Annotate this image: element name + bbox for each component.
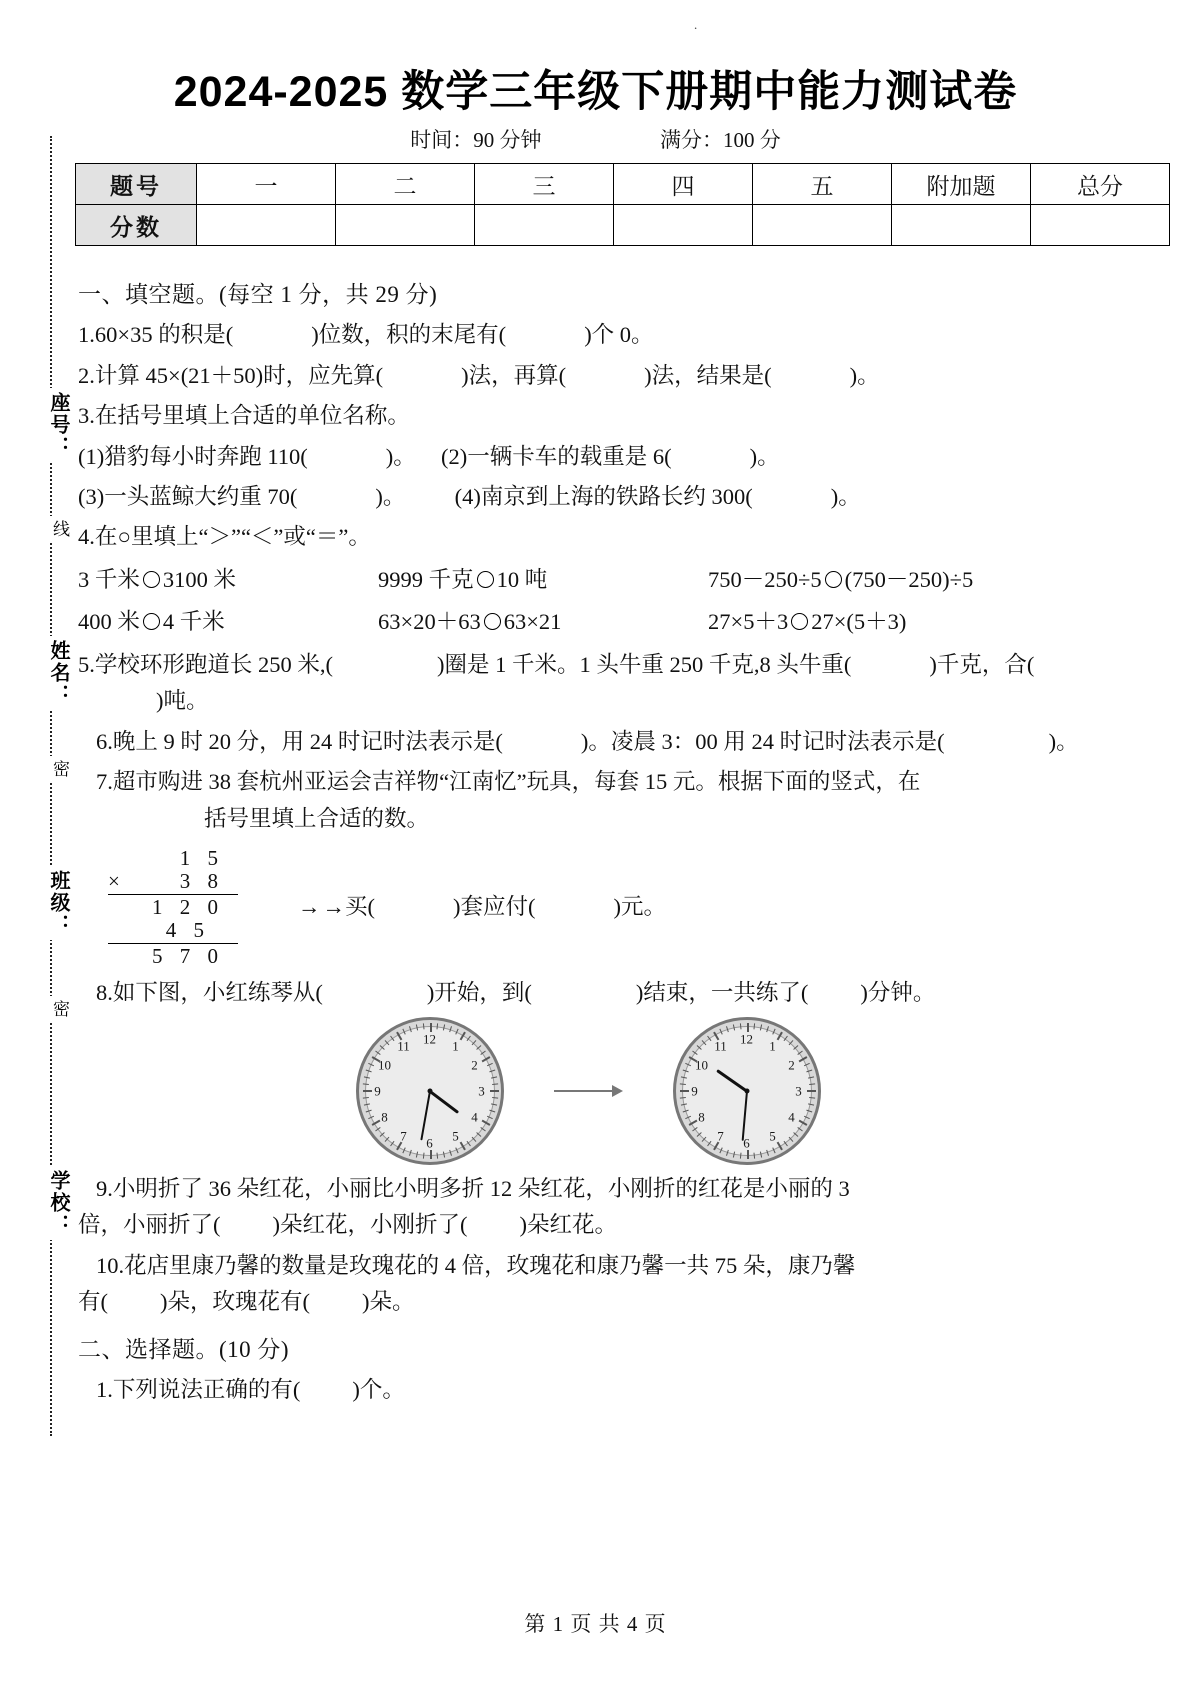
question-4: 4.在○里填上“＞”“＜”或“＝”。 [78,524,371,550]
score-cell-3[interactable] [475,205,614,246]
compare-circle[interactable] [143,571,160,588]
clock-numeral: 12 [740,1031,753,1047]
page-title: 2024-2025 数学三年级下册期中能力测试卷 [173,68,1018,116]
question-3-3-and-4 [78,479,1098,515]
comparison-right: 3100 米 [162,566,237,592]
question-3-3-text: (3)一头蓝鲸大约重 70( [78,484,298,509]
clock-numeral: 9 [374,1083,381,1099]
question-6-text-a: 6.晚上 9 时 20 分，用 24 时记时法表示是( [96,728,503,754]
seal-dashed-line [50,136,52,1436]
clock-tick [753,1023,755,1029]
comparison-right: 63×21 [503,609,562,635]
question-5-text-d: )吨。 [156,688,209,714]
question-7-line-1: 7.超市购进 38 套杭州亚运会吉祥物“江南忆”玩具，每套 15 元。根据下面的竖式，在 [96,769,921,795]
clock-numeral: 1 [452,1038,459,1054]
clock-numeral: 4 [471,1109,478,1125]
clock-numeral: 11 [714,1038,727,1054]
question-3-1-text: (1)猎豹每小时奔跑 110( [78,443,308,469]
exam-content [78,270,1098,1412]
question-6 [78,724,1098,760]
clock-numeral: 2 [471,1057,478,1073]
question-9 [78,1171,1098,1244]
question-1-text-b: )位数，积的末尾有( [311,322,507,348]
score-cell-2[interactable] [336,205,475,246]
clock-stage [78,1017,1098,1165]
arrow-between-clocks-icon [554,1085,623,1097]
comparison-left: 27×5＋3 [708,609,789,635]
question-2-text-a: 2.计算 45×(21＋50)时，应先算( [78,362,384,388]
question-5-text-b: )圈是 1 千米。1 头牛重 250 千克,8 头牛重( [437,651,852,677]
score-cell-extra[interactable] [892,205,1031,246]
clock-numeral: 5 [769,1128,776,1144]
clock-numeral: 3 [478,1083,485,1099]
question-10-line-1: 10.花店里康乃馨的数量是玫瑰花的 4 倍，玫瑰花和康乃馨一共 75 朵，康乃馨 [96,1252,856,1278]
question-9-text-b: 倍，小丽折了( [78,1212,221,1238]
comparison-left: 9999 千克 [378,566,474,592]
question-8-text-a: 8.如下图，小红练琴从( [96,979,323,1005]
score-table [75,163,1170,246]
time-label: 时间：90 分钟 [410,128,542,152]
clock-numeral: 8 [698,1109,705,1125]
clock-center-pin [744,1088,749,1093]
question-6-text-b: )。凌晨 3：00 用 24 时记时法表示是( [580,728,945,754]
question-9-text-c: )朵红花，小刚折了( [272,1212,468,1238]
comparison-item-3 [708,562,1098,598]
comparison-item-6 [708,604,1098,640]
comparison-left: 400 米 [78,609,140,635]
row-header-question-number: 题号 [76,164,197,205]
question-10-text-b: 有( [78,1289,108,1315]
question-9-text-d: )朵红花。 [519,1212,617,1238]
vmul-operator-row [108,870,238,894]
seal-label-bottom: 密 [32,996,68,1022]
question-3-1-end: )。 [385,443,416,469]
compare-circle[interactable] [143,613,160,630]
question-2-text-d: )。 [849,362,880,388]
question-7 [78,764,1098,837]
clock-tick [422,1153,424,1159]
question-3-4-text: (4)南京到上海的铁路长约 300( [454,484,753,509]
clock-tick [739,1153,741,1159]
clock-numeral: 9 [691,1083,698,1099]
clock-start-time [356,1017,504,1165]
clock-tick [490,1090,499,1092]
vertical-multiplication-block [78,847,1098,969]
clock-numeral: 5 [452,1128,459,1144]
clock-numeral: 3 [795,1083,802,1099]
compare-circle[interactable] [791,613,808,630]
class-label: 班级： [32,866,68,940]
question-10-line-2 [78,1284,1098,1320]
comparison-left: 750－250÷5 [708,566,822,592]
comparison-right: 4 千米 [162,609,225,635]
arrow-right-icon: → [298,893,321,919]
page-footer: 第 1 页 共 4 页 [524,1612,667,1636]
question-10-text-d: )朵。 [362,1289,415,1315]
question-3-3-end: )。 [375,484,406,509]
comparison-right: 10 吨 [496,566,548,592]
clock-numeral: 8 [381,1109,388,1125]
question-2-text-b: )法，再算( [461,362,567,388]
section-two-q1-text-a: 1.下列说法正确的有( [96,1376,301,1402]
section-one-heading: 一、填空题。(每空 1 分，共 29 分) [78,282,438,307]
question-8-text-d: )分钟。 [860,979,936,1005]
clock-numeral: 2 [788,1057,795,1073]
question-2-text-c: )法，结果是( [644,362,772,388]
clock-illustration [78,1017,1098,1167]
score-cell-1[interactable] [197,205,336,246]
compare-circle[interactable] [484,613,501,630]
clock-center-pin [427,1088,432,1093]
vmul-partial-product-2: 4 5 [165,918,210,943]
question-3-2-end: )。 [749,443,780,469]
comparison-row-2 [78,604,1098,640]
score-cell-4[interactable] [614,205,753,246]
clock-numeral: 10 [377,1057,391,1073]
score-table-score-row [76,205,1170,246]
clock-numeral: 11 [397,1038,410,1054]
row-header-score: 分数 [76,205,197,246]
comparison-left: 63×20＋63 [378,609,481,635]
col-4: 四 [614,164,753,205]
col-5: 五 [753,164,892,205]
section-two-heading: 二、选择题。(10 分) [78,1336,290,1362]
section-two-question-1 [78,1372,1098,1408]
clock-tick [753,1153,755,1159]
col-3: 三 [475,164,614,205]
question-10-text-c: )朵，玫瑰花有( [160,1289,310,1315]
col-1: 一 [197,164,336,205]
question-5-text-c: )千克，合( [929,651,1035,677]
total-score-label: 满分：100 分 [660,128,781,152]
student-name-label: 姓名： [32,636,68,710]
clock-tick [807,1090,816,1092]
section-two-q1-text-b: )个。 [352,1376,405,1402]
score-cell-5[interactable] [753,205,892,246]
col-2: 二 [336,164,475,205]
school-label: 学校： [32,1166,68,1240]
question-1-text-c: )个 0。 [584,322,654,348]
vmul-multiplicand: 1 5 [179,845,224,870]
clock-end-time [673,1017,821,1165]
question-3-4-end: )。 [830,484,861,509]
comparison-item-1 [78,562,378,598]
question-7-tail-a: →买( [322,893,375,919]
question-7-line-2: 括号里填上合适的数。 [204,805,430,831]
clock-numeral: 4 [788,1109,795,1125]
clock-numeral: 12 [423,1031,436,1047]
comparison-right: (750－250)÷5 [844,566,974,592]
clock-tick [436,1023,438,1029]
question-8-text-c: )结束，一共练了( [635,979,809,1005]
multiply-icon: × [108,869,126,894]
question-10 [78,1248,1098,1321]
question-8 [78,975,1098,1011]
vmul-partial-product-1: 1 2 0 [108,894,238,920]
vertical-multiplication [108,847,238,969]
question-8-text-b: )开始，到( [426,979,532,1005]
comparison-item-2 [378,562,708,598]
question-3: 3.在括号里填上合适的单位名称。 [78,403,410,429]
question-1 [78,317,1098,353]
col-total: 总分 [1031,164,1170,205]
question-3-2-text: (2)一辆卡车的载重是 6( [441,443,672,469]
top-dot-mark: . [694,17,698,32]
compare-circle[interactable] [825,571,842,588]
question-3-1-and-2 [78,439,1098,475]
exam-meta [0,124,1191,154]
clock-numeral: 10 [694,1057,708,1073]
col-extra: 附加题 [892,164,1031,205]
vmul-multiplier: 3 8 [179,869,224,894]
seal-line-label: 线 [32,516,68,542]
comparison-right: 27×(5＋3) [811,609,907,635]
score-table-header-row [76,164,1170,205]
compare-circle[interactable] [477,571,494,588]
question-9-line-2 [78,1207,1098,1243]
clock-tick [363,1090,372,1092]
margin-band [20,136,80,1436]
clock-numeral: 6 [743,1135,750,1151]
clock-tick [680,1090,689,1092]
seat-number-label: 座号： [32,388,68,462]
comparison-row-1 [78,562,1098,598]
clock-numeral: 7 [400,1128,407,1144]
clock-numeral: 1 [769,1038,776,1054]
seal-label-top: 密 [32,756,68,782]
comparison-left: 3 千米 [78,566,140,592]
clock-numeral: 6 [426,1135,433,1151]
question-6-text-c: )。 [1048,728,1079,754]
question-7-tail-c: )元。 [613,893,666,919]
score-cell-total[interactable] [1031,205,1170,246]
question-2 [78,358,1098,394]
question-9-line-1: 9.小明折了 36 朵红花，小丽比小明多折 12 朵红花，小刚折的红花是小丽的 3 [96,1175,850,1201]
vmul-product: 5 7 0 [108,943,238,969]
clock-numeral: 7 [717,1128,724,1144]
question-1-text-a: 1.60×35 的积是( [78,322,234,348]
comparison-item-5 [378,604,708,640]
question-5-text-a: 5.学校环形跑道长 250 米,( [78,651,333,677]
question-5 [78,647,1098,720]
comparison-item-4 [78,604,378,640]
clock-tick [436,1153,438,1159]
question-7-tail-b: )套应付( [453,893,536,919]
question-7-tail [298,889,666,925]
